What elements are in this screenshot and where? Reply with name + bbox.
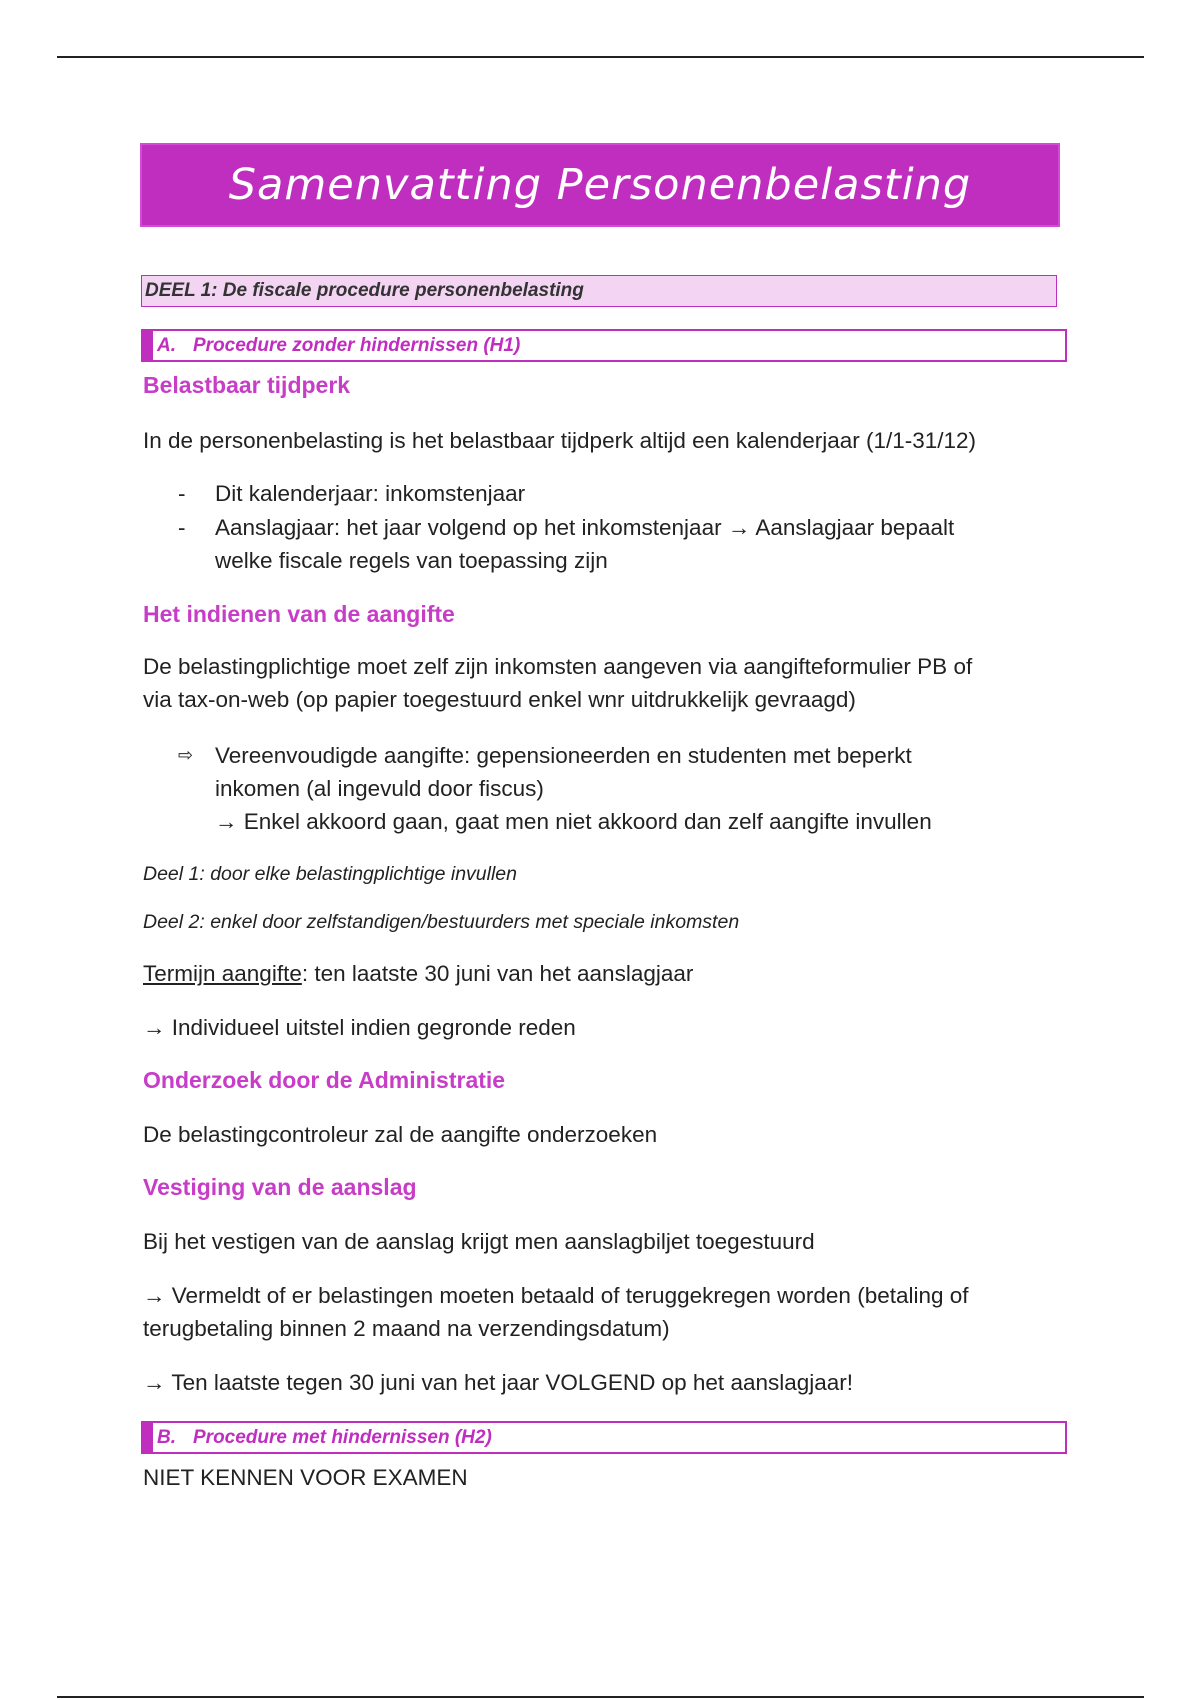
page-title: Samenvatting Personenbelasting: [228, 160, 972, 210]
onderzoek-text: De belastingcontroleur zal de aangifte onderzoeken: [143, 1122, 658, 1147]
vestiging-note1: [143, 1279, 1073, 1345]
bullet-text: Aanslagjaar: het jaar volgend op het inkomstenjaar → Aanslagjaar bepaalt: [215, 515, 955, 540]
bullet-text: Dit kalenderjaar: inkomstenjaar: [215, 481, 526, 506]
vestiging-note2: → Ten laatste tegen 30 juni van het jaar VOLGEND op het aanslagjaar!: [143, 1370, 854, 1395]
indienen-para: [143, 650, 1073, 716]
deel-heading-box: [141, 275, 1057, 307]
termijn-label: Termijn aangifte: [143, 961, 302, 986]
vestiging-note1-line1: → Vermeldt of er belastingen moeten betaald of teruggekregen worden (betaling of: [143, 1283, 969, 1308]
bullet-mark: -: [178, 481, 186, 506]
arrow-line2: inkomen (al ingevuld door fiscus): [215, 776, 544, 801]
heading-vestiging: Vestiging van de aanslag: [143, 1174, 417, 1200]
bullet-mark: -: [178, 515, 186, 540]
heading-belastbaar: Belastbaar tijdperk: [143, 372, 351, 398]
termijn-line: [143, 957, 1073, 990]
title-banner: [140, 143, 1060, 227]
bullet-text-cont: welke fiscale regels van toepassing zijn: [215, 548, 608, 573]
list-item: [178, 739, 1038, 838]
uitstel-line: → Individueel uitstel indien gegronde reden: [143, 1015, 576, 1040]
arrow-bullet-icon: ⇨: [178, 745, 194, 765]
section-a-box: [141, 329, 1067, 362]
niet-kennen: NIET KENNEN VOOR EXAMEN: [143, 1465, 468, 1490]
arrow-line1: Vereenvoudigde aangifte: gepensioneerden en studenten met beperkt: [215, 743, 912, 768]
arrow-line3: → Enkel akkoord gaan, gaat men niet akkoord dan zelf aangifte invullen: [215, 809, 932, 834]
top-rule: [57, 56, 1144, 58]
bottom-rule: [57, 1696, 1144, 1698]
heading-onderzoek: Onderzoek door de Administratie: [143, 1067, 506, 1093]
vestiging-note1-line2: terugbetaling binnen 2 maand na verzendingsdatum): [143, 1316, 670, 1341]
indienen-para-line1: De belastingplichtige moet zelf zijn inkomsten aangeven via aangifteformulier PB of: [143, 654, 973, 679]
section-a-label: Procedure zonder hindernissen (H1): [193, 334, 521, 356]
vestiging-text: Bij het vestigen van de aanslag krijgt men aanslagbiljet toegestuurd: [143, 1229, 815, 1254]
termijn-text: : ten laatste 30 juni van het aanslagjaar: [301, 961, 694, 986]
indienen-para-line2: via tax-on-web (op papier toegestuurd enkel wnr uitdrukkelijk gevraagd): [143, 687, 856, 712]
list-item: [178, 477, 1038, 510]
list-item: [178, 511, 1038, 577]
section-b-letter: B.: [157, 1426, 176, 1448]
section-b-box: [141, 1421, 1067, 1454]
deel-heading: DEEL 1: De fiscale procedure personenbelasting: [145, 280, 584, 301]
deel1-note: Deel 1: door elke belastingplichtige invullen: [143, 863, 517, 885]
section-b-label: Procedure met hindernissen (H2): [193, 1426, 492, 1448]
heading-indienen: Het indienen van de aangifte: [143, 601, 455, 627]
deel2-note: Deel 2: enkel door zelfstandigen/bestuurders met speciale inkomsten: [143, 911, 740, 933]
section-a-letter: A.: [157, 334, 176, 356]
belastbaar-intro: In de personenbelasting is het belastbaar tijdperk altijd een kalenderjaar (1/1-31/12): [143, 428, 977, 453]
